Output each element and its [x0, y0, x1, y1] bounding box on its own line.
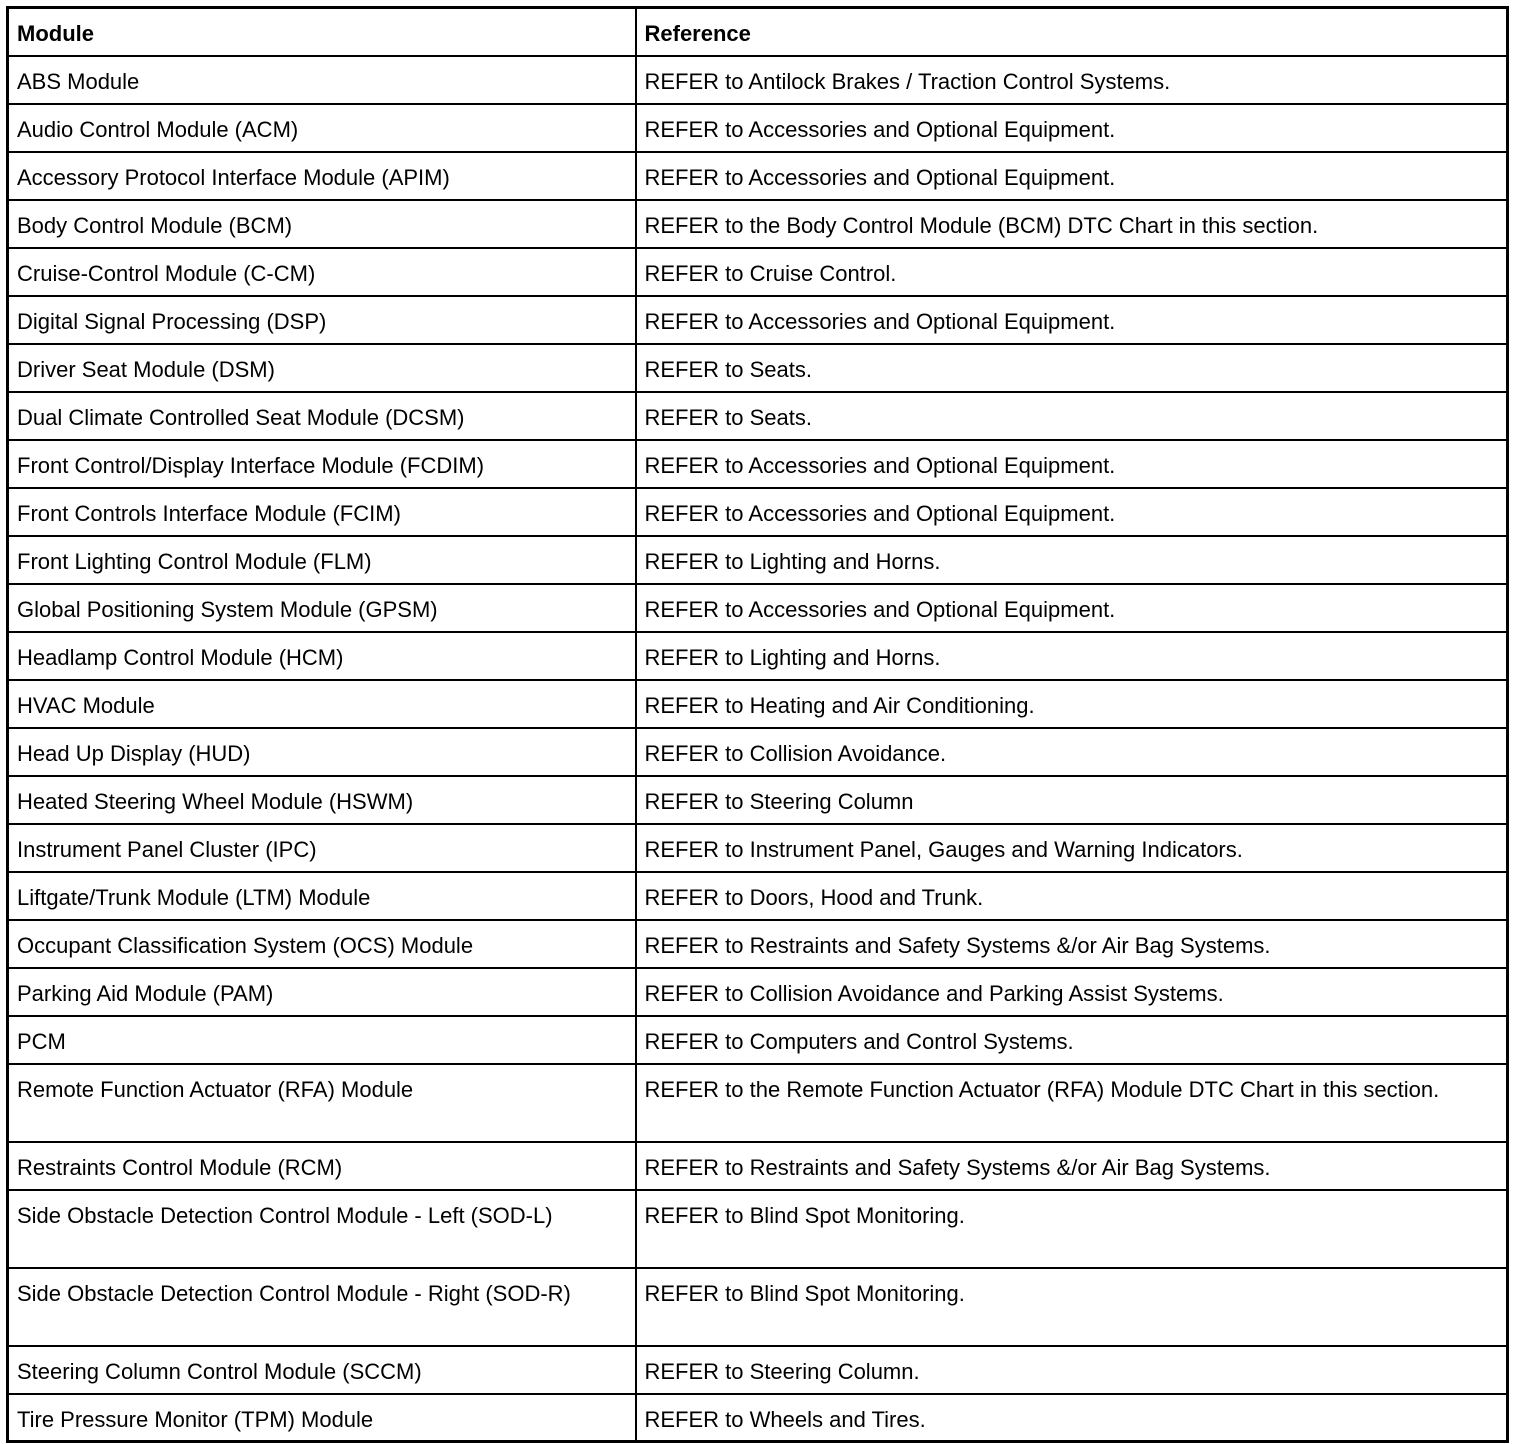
column-header-reference: Reference: [636, 8, 1508, 56]
table-row: [8, 920, 1508, 968]
reference-cell: REFER to Steering Column: [636, 776, 1508, 824]
module-cell: Remote Function Actuator (RFA) Module: [8, 1064, 636, 1142]
reference-cell: REFER to Wheels and Tires.: [636, 1394, 1508, 1442]
reference-cell: REFER to Restraints and Safety Systems &/or Air Bag Systems.: [636, 920, 1508, 968]
table-row: [8, 56, 1508, 104]
reference-cell: REFER to Seats.: [636, 392, 1508, 440]
module-cell: Steering Column Control Module (SCCM): [8, 1346, 636, 1394]
table-row: [8, 872, 1508, 920]
module-reference-table-container: [6, 6, 1506, 1443]
module-cell: Body Control Module (BCM): [8, 200, 636, 248]
reference-cell: REFER to Lighting and Horns.: [636, 536, 1508, 584]
table-row: [8, 584, 1508, 632]
module-cell: Head Up Display (HUD): [8, 728, 636, 776]
reference-cell: REFER to Accessories and Optional Equipment.: [636, 152, 1508, 200]
table-row: [8, 488, 1508, 536]
module-cell: Parking Aid Module (PAM): [8, 968, 636, 1016]
table-row: [8, 296, 1508, 344]
reference-cell: REFER to Accessories and Optional Equipment.: [636, 440, 1508, 488]
table-row: [8, 344, 1508, 392]
module-reference-table: [6, 6, 1509, 1443]
reference-cell: REFER to the Remote Function Actuator (RFA) Module DTC Chart in this section.: [636, 1064, 1508, 1142]
module-cell: Heated Steering Wheel Module (HSWM): [8, 776, 636, 824]
module-cell: ABS Module: [8, 56, 636, 104]
reference-cell: REFER to Heating and Air Conditioning.: [636, 680, 1508, 728]
reference-cell: REFER to Computers and Control Systems.: [636, 1016, 1508, 1064]
table-row: [8, 152, 1508, 200]
module-cell: Front Controls Interface Module (FCIM): [8, 488, 636, 536]
module-cell: Restraints Control Module (RCM): [8, 1142, 636, 1190]
table-row: [8, 440, 1508, 488]
table-row: [8, 1394, 1508, 1442]
table-header-row: [8, 8, 1508, 56]
module-cell: Side Obstacle Detection Control Module - Left (SOD-L): [8, 1190, 636, 1268]
reference-cell: REFER to Blind Spot Monitoring.: [636, 1190, 1508, 1268]
reference-cell: REFER to the Body Control Module (BCM) DTC Chart in this section.: [636, 200, 1508, 248]
table-row: [8, 680, 1508, 728]
reference-cell: REFER to Accessories and Optional Equipment.: [636, 104, 1508, 152]
reference-cell: REFER to Accessories and Optional Equipment.: [636, 584, 1508, 632]
table-row: [8, 824, 1508, 872]
module-cell: Front Lighting Control Module (FLM): [8, 536, 636, 584]
table-row: [8, 248, 1508, 296]
table-row: [8, 1142, 1508, 1190]
reference-cell: REFER to Collision Avoidance and Parking Assist Systems.: [636, 968, 1508, 1016]
table-row: [8, 1268, 1508, 1346]
reference-cell: REFER to Accessories and Optional Equipment.: [636, 488, 1508, 536]
reference-cell: REFER to Blind Spot Monitoring.: [636, 1268, 1508, 1346]
table-body: [8, 56, 1508, 1442]
module-cell: Tire Pressure Monitor (TPM) Module: [8, 1394, 636, 1442]
table-row: [8, 1346, 1508, 1394]
table-row: [8, 776, 1508, 824]
module-cell: Digital Signal Processing (DSP): [8, 296, 636, 344]
module-cell: Liftgate/Trunk Module (LTM) Module: [8, 872, 636, 920]
table-row: [8, 392, 1508, 440]
module-cell: Instrument Panel Cluster (IPC): [8, 824, 636, 872]
table-row: [8, 1190, 1508, 1268]
module-cell: Dual Climate Controlled Seat Module (DCSM): [8, 392, 636, 440]
reference-cell: REFER to Antilock Brakes / Traction Control Systems.: [636, 56, 1508, 104]
table-row: [8, 728, 1508, 776]
module-cell: Front Control/Display Interface Module (FCDIM): [8, 440, 636, 488]
column-header-module: Module: [8, 8, 636, 56]
module-cell: HVAC Module: [8, 680, 636, 728]
module-cell: Global Positioning System Module (GPSM): [8, 584, 636, 632]
reference-cell: REFER to Collision Avoidance.: [636, 728, 1508, 776]
module-cell: Driver Seat Module (DSM): [8, 344, 636, 392]
table-row: [8, 1016, 1508, 1064]
table-row: [8, 104, 1508, 152]
reference-cell: REFER to Lighting and Horns.: [636, 632, 1508, 680]
table-row: [8, 632, 1508, 680]
table-row: [8, 536, 1508, 584]
reference-cell: REFER to Steering Column.: [636, 1346, 1508, 1394]
reference-cell: REFER to Seats.: [636, 344, 1508, 392]
module-cell: Audio Control Module (ACM): [8, 104, 636, 152]
table-row: [8, 200, 1508, 248]
module-cell: Headlamp Control Module (HCM): [8, 632, 636, 680]
module-cell: Side Obstacle Detection Control Module - Right (SOD-R): [8, 1268, 636, 1346]
reference-cell: REFER to Restraints and Safety Systems &/or Air Bag Systems.: [636, 1142, 1508, 1190]
reference-cell: REFER to Instrument Panel, Gauges and Warning Indicators.: [636, 824, 1508, 872]
table-row: [8, 1064, 1508, 1142]
module-cell: Cruise-Control Module (C-CM): [8, 248, 636, 296]
table-row: [8, 968, 1508, 1016]
module-cell: Occupant Classification System (OCS) Module: [8, 920, 636, 968]
module-cell: Accessory Protocol Interface Module (APIM): [8, 152, 636, 200]
module-cell: PCM: [8, 1016, 636, 1064]
reference-cell: REFER to Cruise Control.: [636, 248, 1508, 296]
reference-cell: REFER to Doors, Hood and Trunk.: [636, 872, 1508, 920]
reference-cell: REFER to Accessories and Optional Equipment.: [636, 296, 1508, 344]
